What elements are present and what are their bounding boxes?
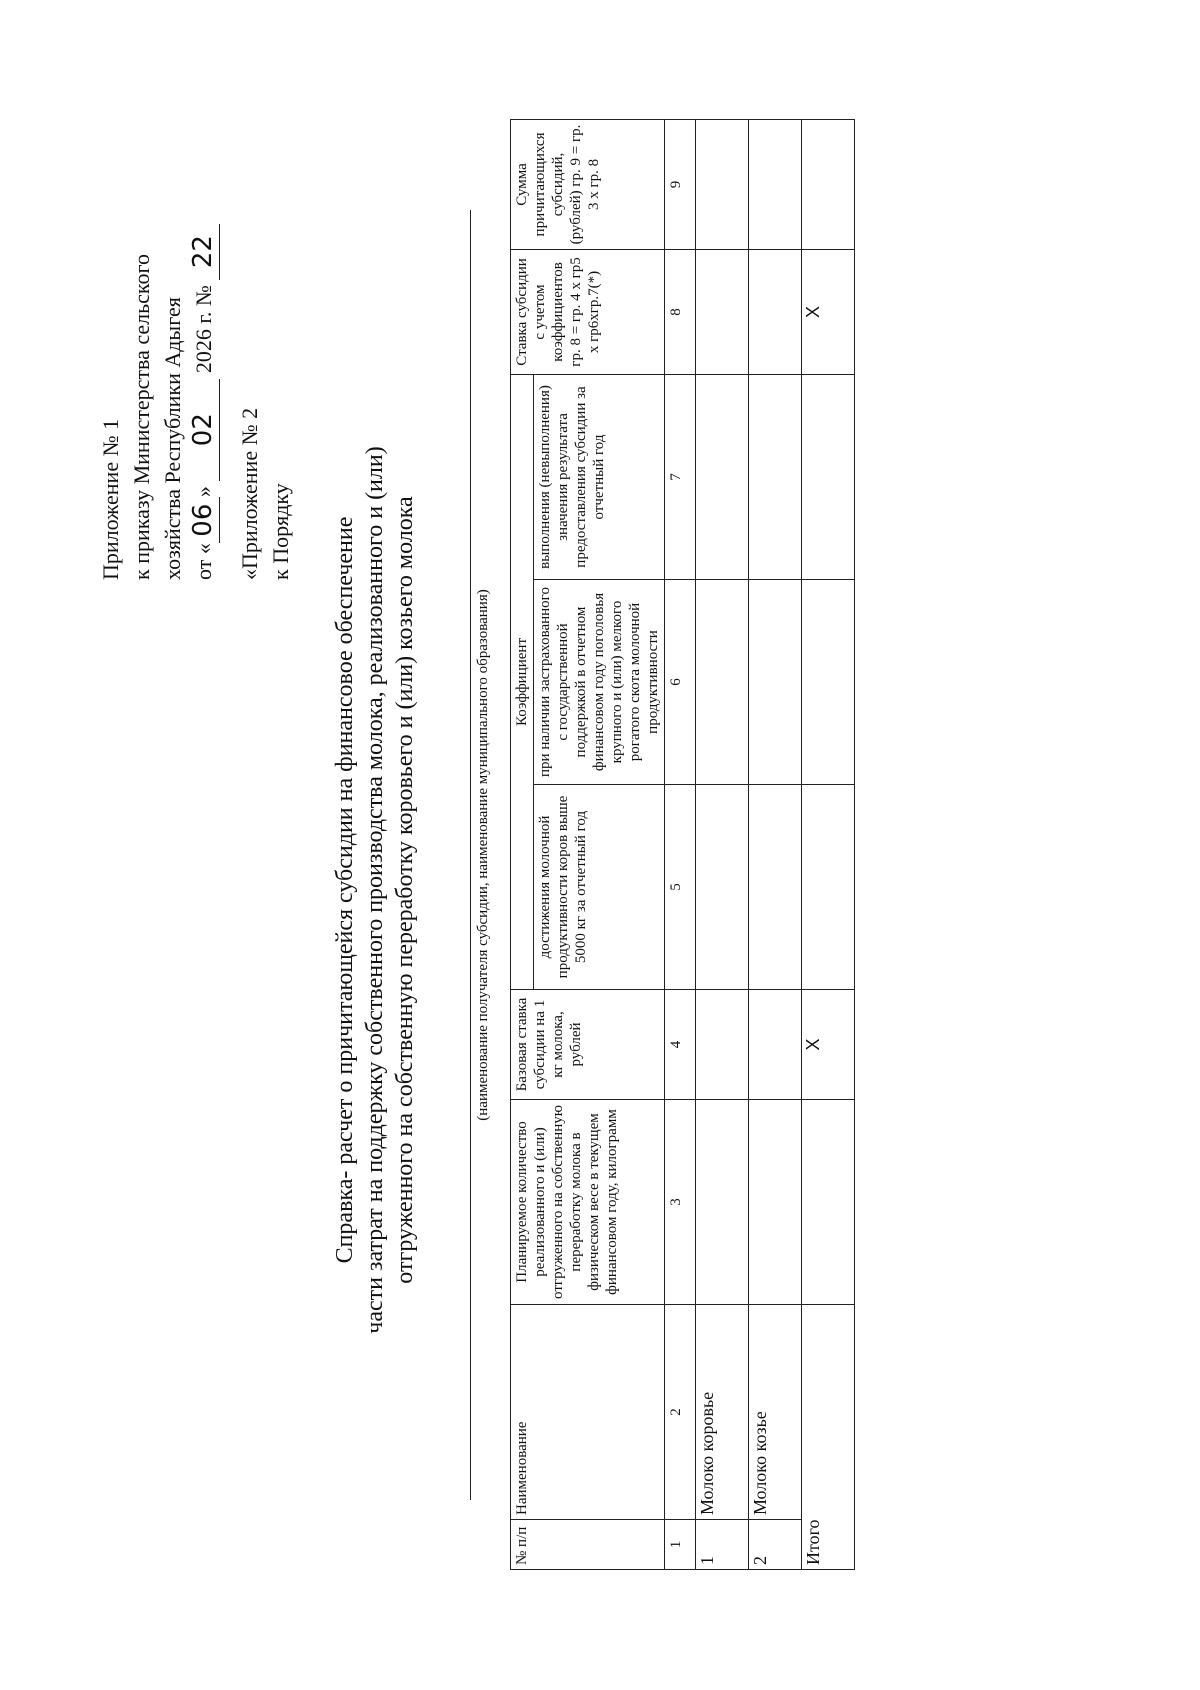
row-name: Молоко коровье [696,1305,749,1520]
appendix-line-3: хозяйства Республики Адыгея [160,297,185,580]
total-cell [802,785,855,990]
row-cell [696,785,749,990]
row-cell [696,1100,749,1305]
appendix-line-6: к Порядку [268,483,293,580]
row-cell [749,119,802,249]
table-row [749,119,802,1569]
row-cell [749,990,802,1100]
column-number: 6 [665,580,696,785]
row-cell [749,785,802,990]
date-prefix: от « [191,543,216,580]
column-number: 7 [665,374,696,579]
column-number: 1 [665,1520,696,1570]
row-cell [696,374,749,579]
row-name: Молоко козье [749,1305,802,1520]
total-col-4-mark: Х [802,990,855,1100]
total-col-8-mark: Х [802,249,855,374]
header-col-9: Сумма причитающихся субсидий, (рублей) гр. 9 = гр. 3 х гр. 8 [511,119,665,249]
title-line-3: отгруженного на собственную переработку коровьего и (или) козьего молока [392,496,418,1284]
date-day: 06 [188,497,220,543]
header-col-7: выполнения (невыполнения) значения результата предоставления субсидии за отчетный год [534,374,665,579]
total-cell [802,374,855,579]
header-col-8: Ставка субсидии с учетом коэффициентов гр. 8 = гр. 4 х гр5 х гр6хгр.7(*) [511,249,665,374]
subsidy-calculation-table [510,119,855,1570]
table-row [696,119,749,1569]
row-number: 1 [696,1520,749,1570]
header-coefficient-group: Коэффициент [511,374,534,989]
row-cell [696,119,749,249]
date-year: 2026 г. № [191,285,216,374]
date-mid: » [191,486,216,498]
column-number-row [665,119,696,1569]
appendix-line-5: «Приложение № 2 [237,407,262,580]
row-cell [696,990,749,1100]
title-line-1: Справка- расчет о причитающейся субсидии на финансовое обеспечение [332,516,358,1264]
total-cell [802,119,855,249]
row-cell [749,1100,802,1305]
header-col-3: Планируемое количество реализованного и (или) отгруженного на собственную переработку молока в физическом весе в текущем финансовом году, килограмм [511,1100,665,1305]
total-label: Итого [802,1305,855,1570]
row-cell [696,580,749,785]
column-number: 5 [665,785,696,990]
header-col-2: Наименование [511,1305,665,1520]
header-row-1 [511,119,534,1569]
appendix-line-1: Приложение № 1 [98,418,123,580]
recipient-caption: (наименование получателя субсидии, наименование муниципального образования) [475,589,491,1121]
recipient-underline [470,210,471,1500]
appendix-date-line [188,160,220,580]
header-col-4: Базовая ставка субсидии на 1 кг молока, рублей [511,990,665,1100]
row-cell [749,249,802,374]
column-number: 3 [665,1100,696,1305]
row-cell [749,580,802,785]
header-col-6: при наличии застрахованного с государственной поддержкой в отчетном финансовом году поголовья крупного и (или) мелкого рогатого скота молочной продуктивности [534,580,665,785]
header-col-5: достижения молочной продуктивности коров выше 5000 кг за отчетный год [534,785,665,990]
total-cell [802,580,855,785]
date-month: 02 [188,379,220,481]
appendix-line-2: к приказу Министерства сельского [129,254,154,580]
total-cell [802,1100,855,1305]
order-number: 22 [188,224,220,280]
appendix-block [95,160,296,580]
column-number: 2 [665,1305,696,1520]
title-line-2: части затрат на поддержку собственного производства молока, реализованного и (или) [362,446,388,1334]
total-row [802,119,855,1569]
column-number: 9 [665,119,696,249]
column-number: 4 [665,990,696,1100]
row-cell [749,374,802,579]
header-col-1: № п/п [511,1520,665,1570]
row-cell [696,249,749,374]
row-number: 2 [749,1520,802,1570]
column-number: 8 [665,249,696,374]
document-title [330,240,420,1540]
